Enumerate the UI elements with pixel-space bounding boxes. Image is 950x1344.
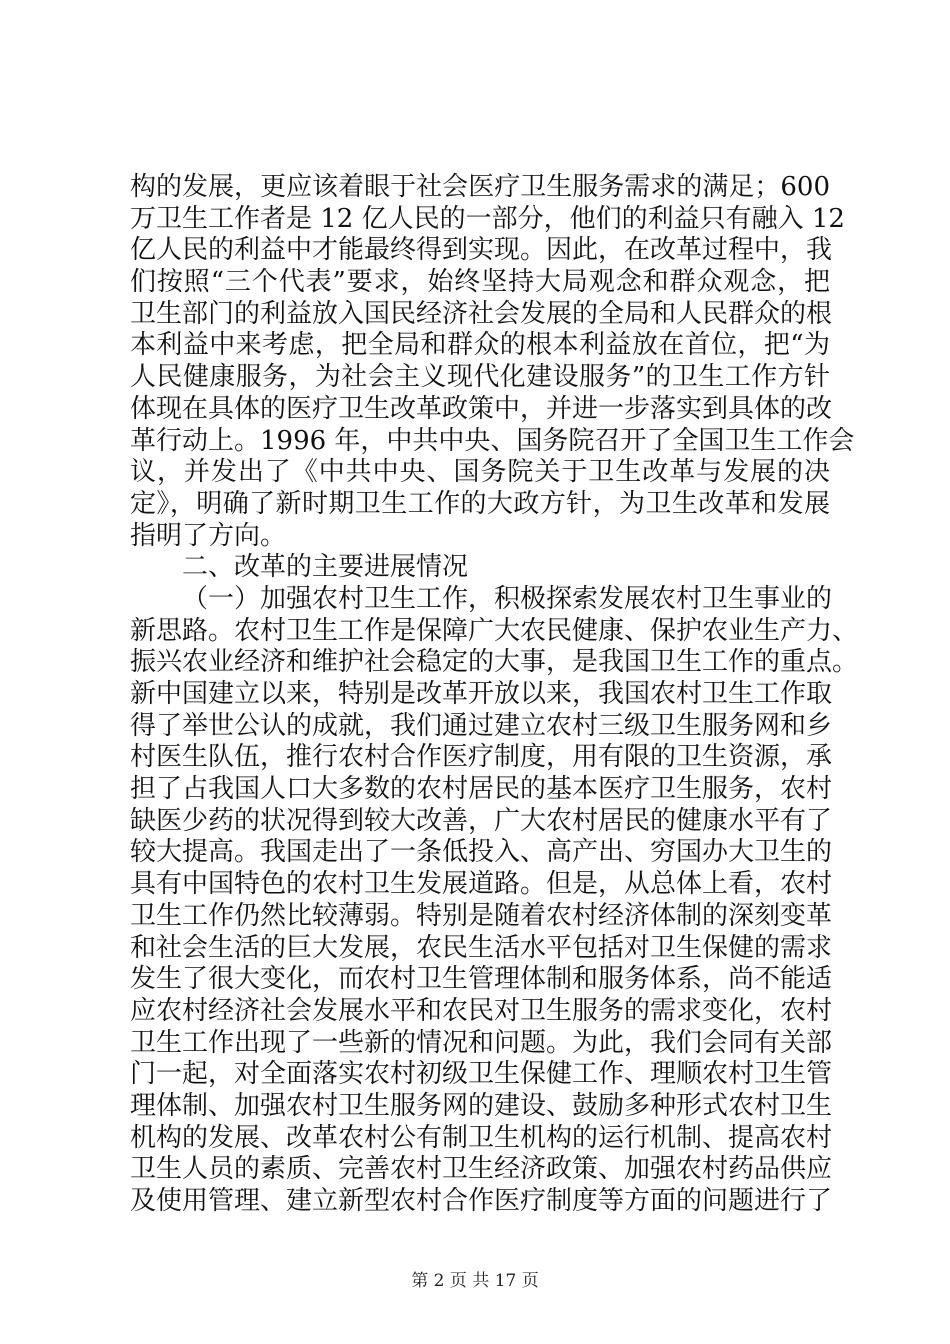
text-line: 卫生工作出现了一些新的情况和问题。为此，我们会同有关部	[130, 1027, 833, 1058]
text-line: 村医生队伍，推行农村合作医疗制度，用有限的卫生资源，承	[130, 742, 833, 773]
text-line: 新中国建立以来，特别是改革开放以来，我国农村卫生工作取	[130, 679, 833, 709]
text-line: 较大提高。我国走出了一条低投入、高产出、穷国办大卫生的	[130, 837, 833, 868]
text-line: 人民健康服务，为社会主义现代化建设服务”的卫生工作方针	[130, 362, 830, 393]
text-line: 及使用管理、建立新型农村合作医疗制度等方面的问题进行了	[130, 1186, 833, 1216]
text-line: 万卫生工作者是 12 亿人民的一部分，他们的利益只有融入 12	[130, 203, 845, 234]
text-line: 卫生人员的素质、完善农村卫生经济政策、加强农村药品供应	[130, 1154, 833, 1185]
text-line: 体现在具体的医疗卫生改革政策中，并进一步落实到具体的改	[130, 393, 833, 424]
text-line: 应农村经济社会发展水平和农民对卫生服务的需求变化，农村	[130, 995, 833, 1026]
text-line: 指明了方向。	[130, 520, 287, 551]
text-line: 机构的发展、改革农村公有制卫生机构的运行机制、提高农村	[130, 1122, 833, 1153]
text-line: 缺医少药的状况得到较大改善，广大农村居民的健康水平有了	[130, 805, 833, 836]
text-line: 新思路。农村卫生工作是保障广大农民健康、保护农业生产力、	[130, 615, 859, 646]
text-line: 定》，明确了新时期卫生工作的大政方针，为卫生改革和发展	[130, 488, 830, 519]
text-line: 门一起，对全面落实农村初级卫生保健工作、理顺农村卫生管	[130, 1059, 833, 1090]
text-line: 革行动上。1996 年，中共中央、国务院召开了全国卫生工作会	[130, 425, 855, 456]
section-heading: 二、改革的主要进展情况	[182, 552, 469, 583]
text-line: 亿人民的利益中才能最终得到实现。因此，在改革过程中，我	[130, 235, 833, 266]
text-line: 卫生部门的利益放入国民经济社会发展的全局和人民群众的根	[130, 298, 833, 329]
text-line: 发生了很大变化，而农村卫生管理体制和服务体系，尚不能适	[130, 964, 833, 995]
text-line: 得了举世公认的成就，我们通过建立农村三级卫生服务网和乡	[130, 710, 833, 741]
text-line: 们按照“三个代表”要求，始终坚持大局观念和群众观念，把	[130, 267, 830, 298]
text-line: 本利益中来考虑，把全局和群众的根本利益放在首位，把“为	[130, 330, 830, 361]
text-line: 构的发展，更应该着眼于社会医疗卫生服务需求的满足；600	[130, 172, 830, 202]
text-line: 振兴农业经济和维护社会稳定的大事，是我国卫生工作的重点。	[130, 647, 859, 678]
text-line: 担了占我国人口大多数的农村居民的基本医疗卫生服务，农村	[130, 774, 833, 805]
text-line: 议，并发出了《中共中央、国务院关于卫生改革与发展的决	[130, 457, 830, 488]
text-line: 理体制、加强农村卫生服务网的建设、鼓励多种形式农村卫生	[130, 1090, 833, 1121]
text-line: 具有中国特色的农村卫生发展道路。但是，从总体上看，农村	[130, 869, 833, 900]
page-footer: 第 2 页 共 17 页	[411, 1271, 539, 1291]
text-line: 卫生工作仍然比较薄弱。特别是随着农村经济体制的深刻变革	[130, 900, 833, 931]
body-text	[130, 172, 859, 1218]
subsection-heading: （一）加强农村卫生工作，积极探索发展农村卫生事业的	[182, 583, 833, 614]
text-line: 和社会生活的巨大发展，农民生活水平包括对卫生保健的需求	[130, 932, 833, 963]
